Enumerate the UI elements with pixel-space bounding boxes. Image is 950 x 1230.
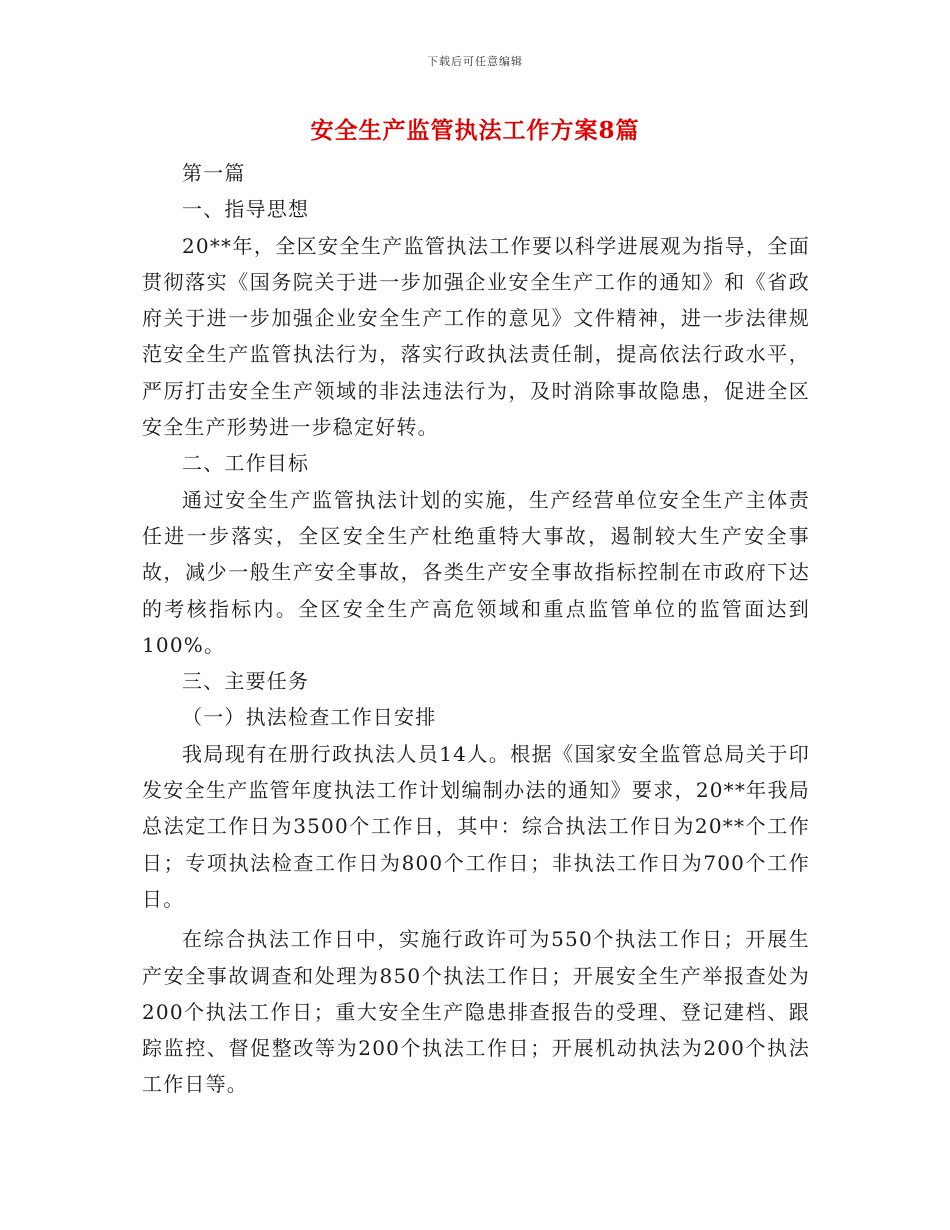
document-body	[142, 155, 810, 1103]
heading-work-goals: 二、工作目标	[182, 451, 310, 476]
heading-main-tasks: 三、主要任务	[182, 669, 310, 694]
paragraph-guiding-ideology: 20**年，全区安全生产监管执法工作要以科学进展观为指导，全面贯彻落实《国务院关于进一步加强企业安全生产工作的通知》和《省政府关于进一步加强企业安全生产工作的意见》文件精神，进一步法律规范安全生产监管执法行为，落实行政执法责任制，提高依法行政水平，严厉打击安全生产领域的非法违法行为，及时消除事故隐患，促进全区安全生产形势进一步稳定好转。	[142, 233, 810, 440]
heading-guiding-ideology: 一、指导思想	[182, 197, 310, 222]
subheading-workday-arrangement: （一）执法检查工作日安排	[182, 705, 437, 730]
paragraph-workday-arrangement: 我局现有在册行政执法人员14人。根据《国家安全监管总局关于印发安全生产监管年度执法工作计划编制办法的通知》要求，20**年我局总法定工作日为3500个工作日，其中：综合执法工作日为20**个工作日；专项执法检查工作日为800个工作日；非执法工作日为700个工作日。	[142, 741, 810, 911]
section-label: 第一篇	[182, 161, 246, 185]
paragraph-work-goals: 通过安全生产监管执法计划的实施，生产经营单位安全生产主体责任进一步落实，全区安全生产杜绝重特大事故，遏制较大生产安全事故，减少一般生产安全事故，各类生产安全事故指标控制在市政府下达的考核指标内。全区安全生产高危领域和重点监管单位的监管面达到100%。	[142, 487, 810, 657]
paragraph-comprehensive-workdays: 在综合执法工作日中，实施行政许可为550个执法工作日；开展生产安全事故调查和处理为850个执法工作日；开展安全生产举报查处为200个执法工作日；重大安全生产隐患排查报告的受理、登记建档、跟踪监控、督促整改等为200个执法工作日；开展机动执法为200个执法工作日等。	[142, 927, 810, 1097]
document-title: 安全生产监管执法工作方案8篇	[310, 117, 640, 144]
header-note: 下载后可任意编辑	[427, 55, 523, 68]
